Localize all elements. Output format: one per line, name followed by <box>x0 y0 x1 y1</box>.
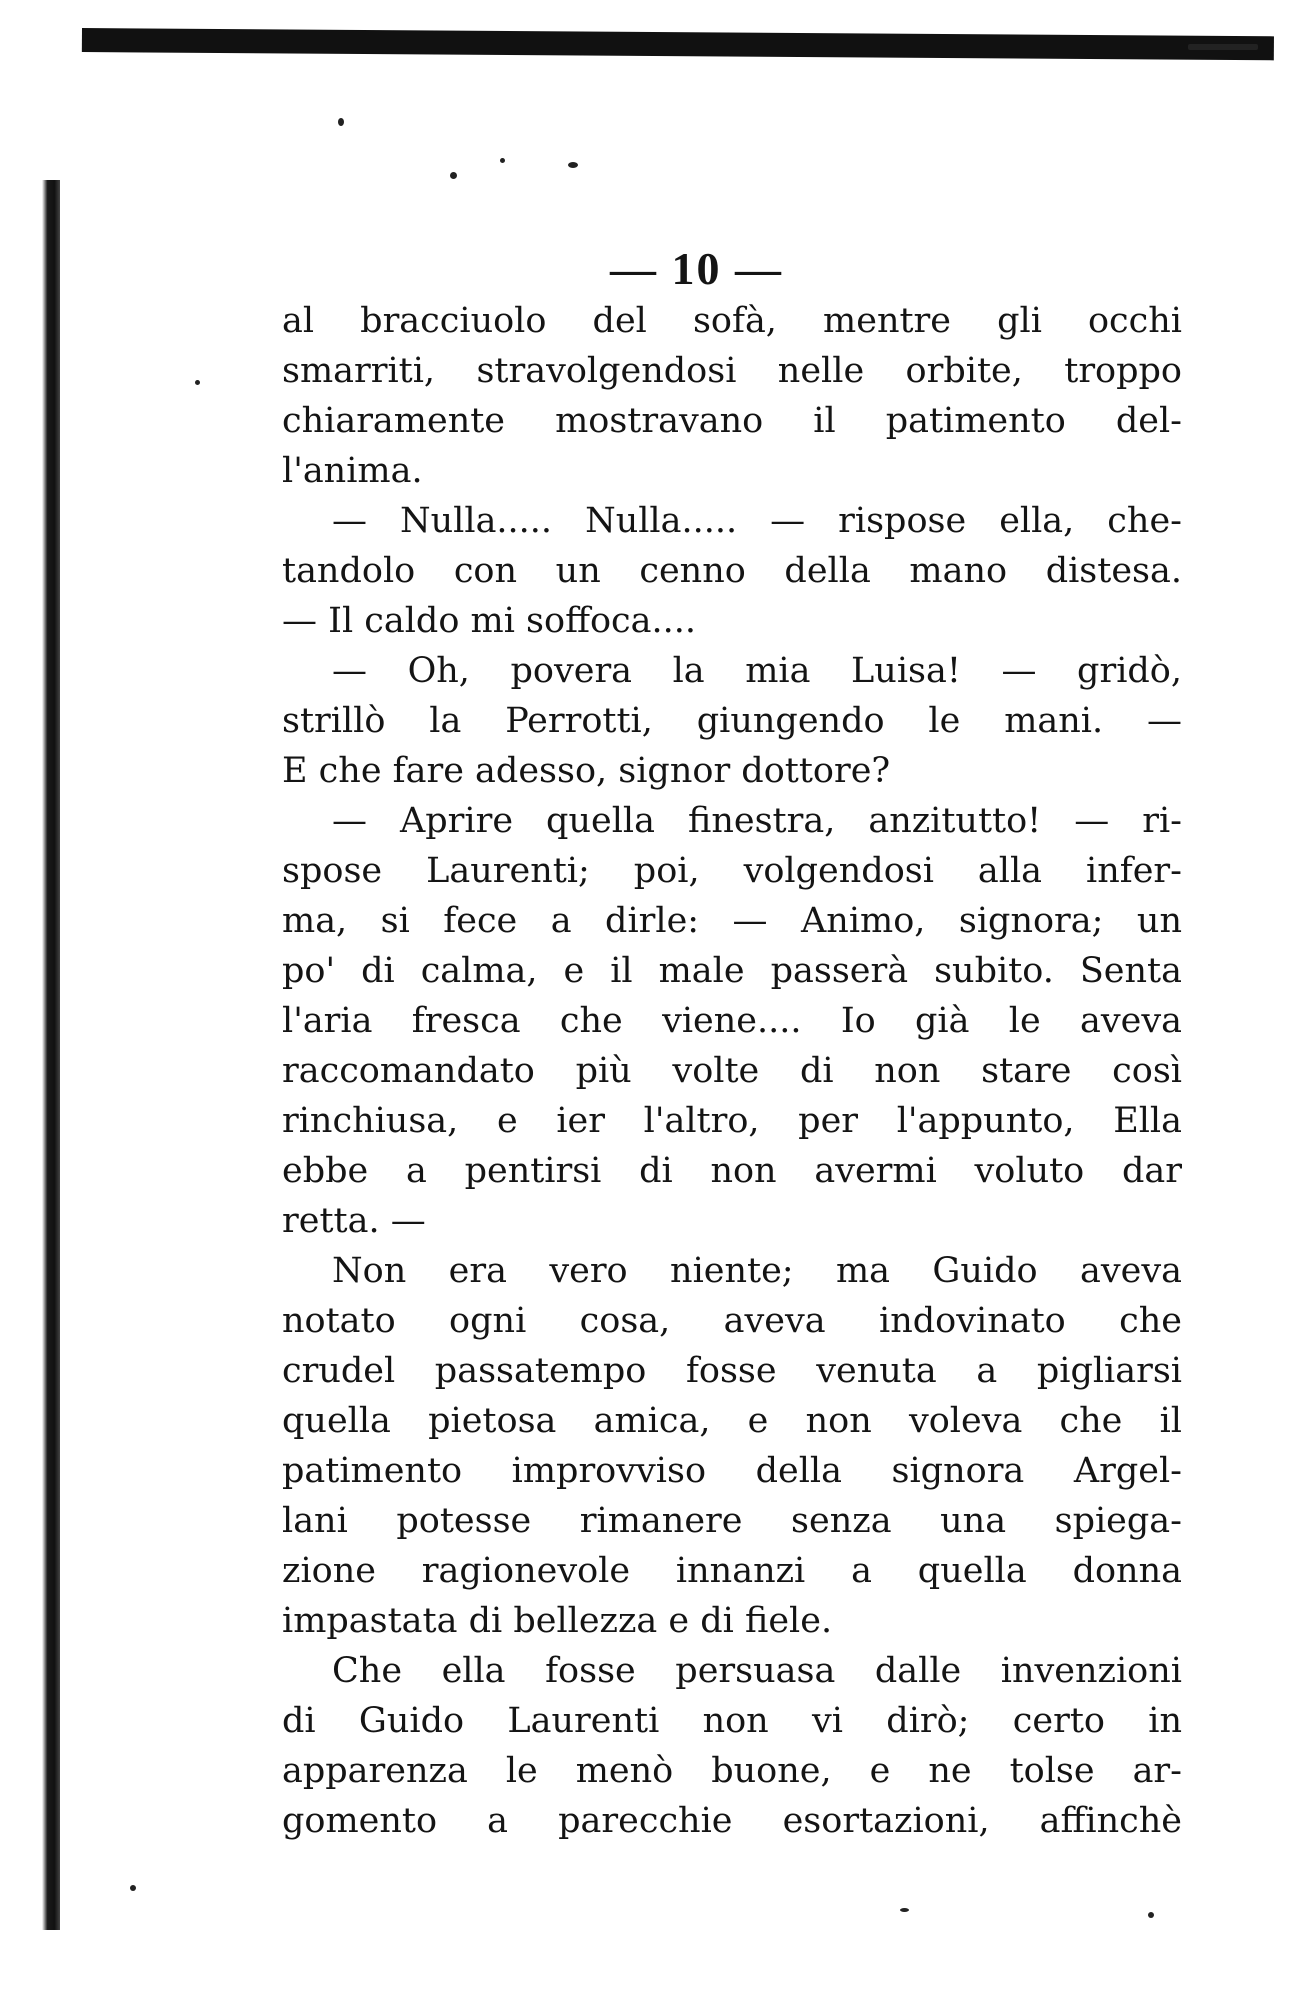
text-line: — Il caldo mi soffoca.... <box>282 601 696 641</box>
text-line: Che ella fosse persuasa dalle invenzioni <box>332 1651 1182 1691</box>
text-line: ma, si fece a dirle: — Animo, signora; un <box>282 901 1182 941</box>
text-line: ebbe a pentirsi di non avermi voluto dar <box>282 1151 1182 1191</box>
scan-speck <box>900 1908 909 1912</box>
text-line: po' di calma, e il male passerà subito. Senta <box>282 951 1182 991</box>
text-line: rinchiusa, e ier l'altro, per l'appunto, Ella <box>282 1101 1182 1141</box>
text-line: gomento a parecchie esortazioni, affinchè <box>282 1801 1182 1841</box>
text-line: retta. — <box>282 1201 426 1241</box>
scan-speck <box>130 1885 136 1891</box>
text-line: — Nulla..... Nulla..... — rispose ella, che- <box>332 501 1182 541</box>
text-line: tandolo con un cenno della mano distesa. <box>282 551 1182 591</box>
scan-top-border <box>82 28 1274 60</box>
text-line: l'aria fresca che viene.... Io già le aveva <box>282 1001 1182 1041</box>
page-number: — 10 — <box>610 243 783 294</box>
text-line: spose Laurenti; poi, volgendosi alla infer- <box>282 851 1182 891</box>
text-line: quella pietosa amica, e non voleva che il <box>282 1401 1182 1441</box>
text-line: al bracciuolo del sofà, mentre gli occhi <box>282 301 1182 341</box>
scan-speck <box>338 118 344 126</box>
body-text <box>282 296 1182 1846</box>
scan-speck <box>195 380 200 385</box>
text-line: patimento improvviso della signora Argel- <box>282 1451 1182 1491</box>
text-line: l'anima. <box>282 451 423 491</box>
text-line: zione ragionevole innanzi a quella donna <box>282 1551 1182 1591</box>
text-line: raccomandato più volte di non stare così <box>282 1051 1182 1091</box>
scan-left-border <box>42 180 60 1930</box>
text-line: impastata di bellezza e di fiele. <box>282 1601 833 1641</box>
text-line: notato ogni cosa, aveva indovinato che <box>282 1301 1182 1341</box>
text-line: di Guido Laurenti non vi dirò; certo in <box>282 1701 1182 1741</box>
text-line: strillò la Perrotti, giungendo le mani. — <box>282 701 1182 741</box>
text-line: Non era vero niente; ma Guido aveva <box>332 1251 1182 1291</box>
text-line: — Aprire quella finestra, anzitutto! — ri- <box>332 801 1182 841</box>
text-line: smarriti, stravolgendosi nelle orbite, troppo <box>282 351 1182 391</box>
text-line: crudel passatempo fosse venuta a pigliarsi <box>282 1351 1182 1391</box>
text-line: — Oh, povera la mia Luisa! — gridò, <box>332 651 1182 691</box>
text-line: chiaramente mostravano il patimento del- <box>282 401 1182 441</box>
text-line: apparenza le menò buone, e ne tolse ar- <box>282 1751 1182 1791</box>
text-line: E che fare adesso, signor dottore? <box>282 751 891 791</box>
scan-speck <box>568 162 578 168</box>
scan-speck <box>1148 1912 1154 1918</box>
text-line: lani potesse rimanere senza una spiega- <box>282 1501 1182 1541</box>
scan-speck <box>450 172 457 179</box>
scan-speck <box>1188 44 1258 50</box>
scan-speck <box>500 158 505 163</box>
